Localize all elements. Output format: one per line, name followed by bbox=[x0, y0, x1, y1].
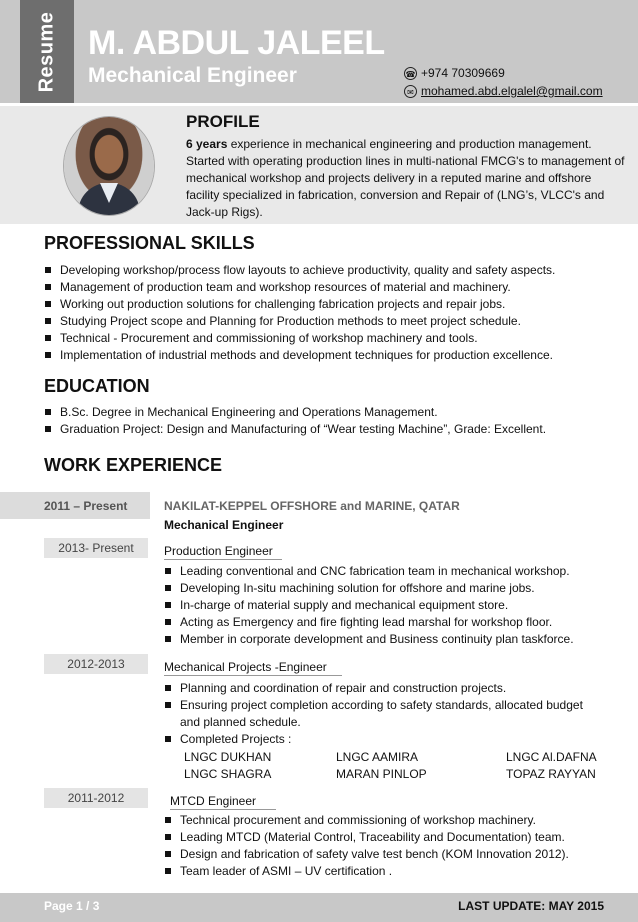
project-item: MARAN PINLOP bbox=[336, 767, 427, 781]
resume-tab-label: Resume bbox=[35, 11, 58, 93]
role-duties bbox=[164, 812, 624, 880]
list-item: Design and fabrication of safety valve test bench (KOM Innovation 2012). bbox=[164, 846, 624, 863]
list-item: B.Sc. Degree in Mechanical Engineering and Operations Management. bbox=[44, 404, 624, 421]
role-years: 2013- Present bbox=[44, 538, 148, 558]
phone-icon: ☎ bbox=[404, 67, 417, 80]
role-title: Production Engineer bbox=[164, 544, 282, 560]
list-item: Ensuring project completion according to safety standards, allocated budget and planned schedule. bbox=[164, 697, 604, 731]
candidate-role: Mechanical Engineer bbox=[88, 64, 297, 87]
profile-body: experience in mechanical engineering and production management. Started with operating production lines in multi-national FMCG's to management of mechanical workshop and projects delivery in a reputed marine and offshore facility specialized in fabrication, conversion and Repair of (LNG’s, VLCC's and Jack-up Rigs). bbox=[186, 137, 625, 219]
resume-tab bbox=[20, 0, 74, 103]
list-item: Completed Projects : bbox=[164, 731, 604, 748]
list-item: Planning and coordination of repair and construction projects. bbox=[164, 680, 604, 697]
company-name: NAKILAT-KEPPEL OFFSHORE and MARINE, QATAR bbox=[164, 499, 460, 513]
project-item: LNGC Al.DAFNA bbox=[506, 750, 597, 764]
role-title: Mechanical Projects -Engineer bbox=[164, 660, 342, 676]
phone-number: +974 70309669 bbox=[421, 66, 505, 80]
list-item: Graduation Project: Design and Manufacturing of “Wear testing Machine”, Grade: Excellent. bbox=[44, 421, 624, 438]
profile-lead: 6 years bbox=[186, 137, 228, 151]
last-update: LAST UPDATE: MAY 2015 bbox=[458, 899, 604, 913]
work-heading: WORK EXPERIENCE bbox=[44, 455, 223, 475]
list-item: Acting as Emergency and fire fighting lead marshal for workshop floor. bbox=[164, 614, 624, 631]
email-contact[interactable] bbox=[404, 84, 603, 98]
role-years: 2012-2013 bbox=[44, 654, 148, 674]
education-list bbox=[44, 404, 624, 438]
list-item: Leading conventional and CNC fabrication team in mechanical workshop. bbox=[164, 563, 624, 580]
list-item: Developing In-situ machining solution for offshore and marine jobs. bbox=[164, 580, 624, 597]
phone-contact bbox=[404, 66, 505, 80]
list-item: In-charge of material supply and mechanical equipment store. bbox=[164, 597, 624, 614]
page-number: Page 1 / 3 bbox=[44, 899, 100, 913]
role-duties bbox=[164, 563, 624, 648]
role-title: MTCD Engineer bbox=[170, 794, 276, 810]
work-period: 2011 – Present bbox=[44, 499, 128, 513]
list-item: Management of production team and workshop resources of material and machinery. bbox=[44, 279, 624, 296]
project-item: LNGC AAMIRA bbox=[336, 750, 419, 764]
project-item: LNGC SHAGRA bbox=[184, 767, 272, 781]
list-item: Team leader of ASMI – UV certification . bbox=[164, 863, 624, 880]
profile-summary bbox=[186, 136, 626, 221]
project-item: LNGC DUKHAN bbox=[184, 750, 272, 764]
list-item: Technical - Procurement and commissioning of workshop machinery and tools. bbox=[44, 330, 624, 347]
skills-list bbox=[44, 262, 624, 364]
email-link[interactable]: mohamed.abd.elgalel@gmail.com bbox=[421, 84, 603, 98]
list-item: Implementation of industrial methods and development techniques for production excellence. bbox=[44, 347, 624, 364]
list-item: Working out production solutions for challenging fabrication projects and repair jobs. bbox=[44, 296, 624, 313]
skills-heading: PROFESSIONAL SKILLS bbox=[44, 233, 255, 253]
list-item: Member in corporate development and Business continuity plan taskforce. bbox=[164, 631, 624, 648]
position-title: Mechanical Engineer bbox=[164, 518, 284, 532]
list-item: Technical procurement and commissioning of workshop machinery. bbox=[164, 812, 624, 829]
list-item: Developing workshop/process flow layouts to achieve productivity, quality and safety aspects. bbox=[44, 262, 624, 279]
list-item: Studying Project scope and Planning for Production methods to meet project schedule. bbox=[44, 313, 624, 330]
list-item: Leading MTCD (Material Control, Traceability and Documentation) team. bbox=[164, 829, 624, 846]
mail-icon: ✉ bbox=[404, 85, 417, 98]
profile-heading: PROFILE bbox=[186, 112, 260, 131]
role-duties bbox=[164, 680, 604, 748]
profile-photo bbox=[64, 117, 154, 215]
education-heading: EDUCATION bbox=[44, 376, 150, 396]
candidate-name: M. ABDUL JALEEL bbox=[88, 24, 385, 62]
project-item: TOPAZ RAYYAN bbox=[506, 767, 596, 781]
role-years: 2011-2012 bbox=[44, 788, 148, 808]
